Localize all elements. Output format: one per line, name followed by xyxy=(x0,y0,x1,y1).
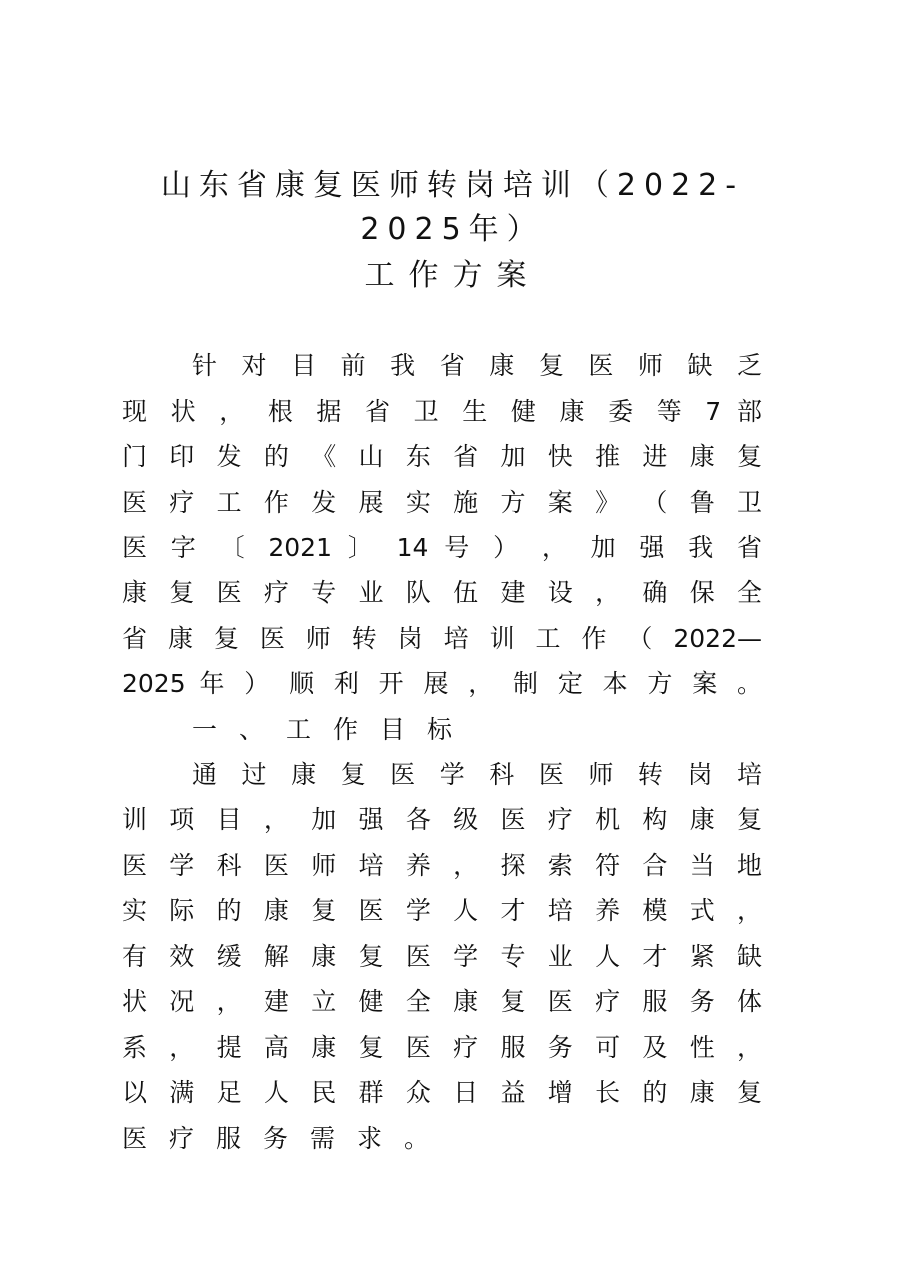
section-line: 以 满 足 人 民 群 众 日 益 增 长 的 康 复 xyxy=(122,1078,762,1107)
intro-line: 2025 年 ） 顺 利 开 展 ， 制 定 本 方 案 。 xyxy=(122,669,762,698)
section-line: 状 况 ， 建 立 健 全 康 复 医 疗 服 务 体 xyxy=(122,987,762,1016)
section-line: 训 项 目 ， 加 强 各 级 医 疗 机 构 康 复 xyxy=(122,805,762,834)
section-line: 通 过 康 复 医 学 科 医 师 转 岗 培 xyxy=(192,760,762,789)
section-line: 系 ， 提 高 康 复 医 疗 服 务 可 及 性 ， xyxy=(122,1033,762,1062)
document-title-line-1: 山东省康复医师转岗培训（2022- xyxy=(160,168,745,203)
intro-line: 医 疗 工 作 发 展 实 施 方 案 》 （ 鲁 卫 xyxy=(122,488,762,517)
intro-line: 门 印 发 的 《 山 东 省 加 快 推 进 康 复 xyxy=(122,442,762,471)
document-title-line-3: 工作方案 xyxy=(364,258,541,293)
intro-line: 医 字 〔 2021 〕 14 号 ） ， 加 强 我 省 xyxy=(122,533,762,562)
intro-line: 现 状 ， 根 据 省 卫 生 健 康 委 等 7 部 xyxy=(122,397,762,426)
section-line: 实 际 的 康 复 医 学 人 才 培 养 模 式 ， xyxy=(122,896,762,925)
intro-line: 针 对 目 前 我 省 康 复 医 师 缺 乏 xyxy=(192,351,762,380)
intro-line: 康 复 医 疗 专 业 队 伍 建 设 ， 确 保 全 xyxy=(122,578,762,607)
section-line: 医疗服务需求。 xyxy=(122,1124,452,1153)
document-title-line-2: 2025年） xyxy=(360,212,545,247)
section-heading: 一、工作目标 xyxy=(192,715,475,744)
intro-line: 省 康 复 医 师 转 岗 培 训 工 作 （ 2022— xyxy=(122,624,762,653)
section-line: 医 学 科 医 师 培 养 ， 探 索 符 合 当 地 xyxy=(122,851,762,880)
section-line: 有 效 缓 解 康 复 医 学 专 业 人 才 紧 缺 xyxy=(122,942,762,971)
